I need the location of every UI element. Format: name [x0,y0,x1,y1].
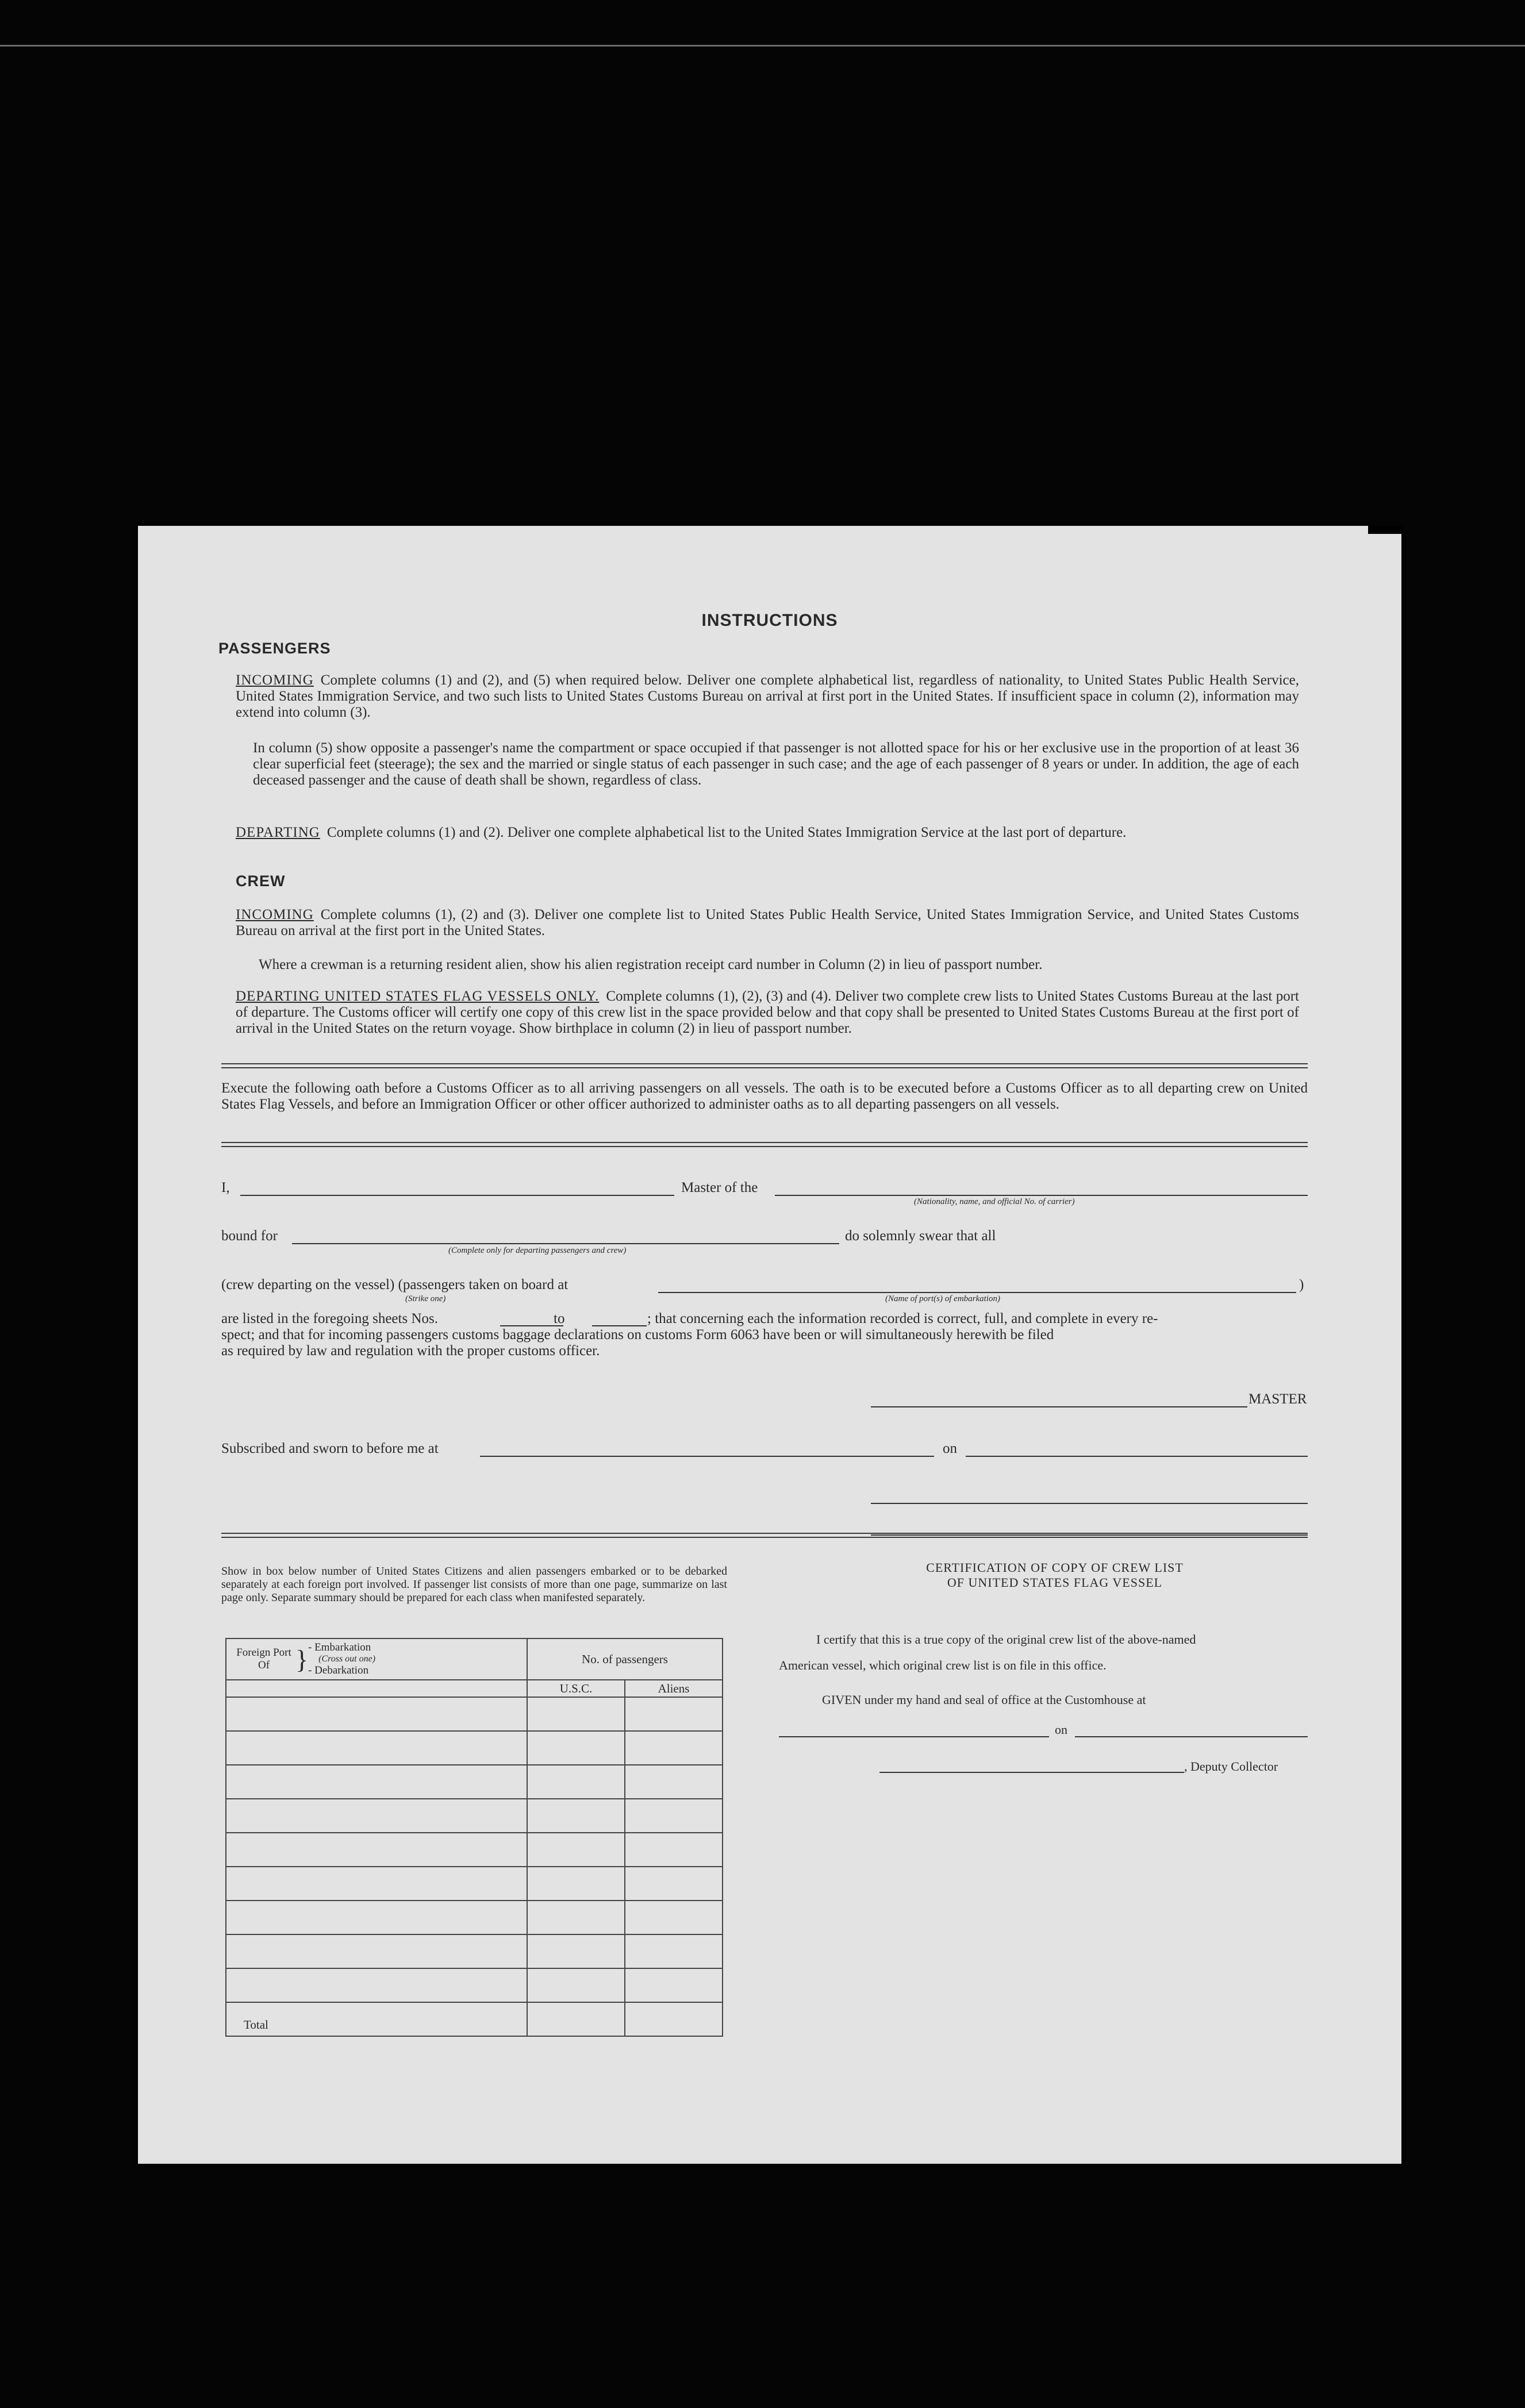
certification-on-label: on [1055,1722,1067,1737]
departing-only-caption: (Complete only for departing passengers and crew) [448,1246,627,1255]
bound-for-label: bound for [221,1228,278,1244]
total-label: Total [226,2002,527,2036]
usc-header: U.S.C. [527,1680,625,1697]
crew-heading: CREW [236,872,286,890]
listed-to: to [554,1311,565,1326]
summary-row [226,1901,723,1934]
summary-row [226,1833,723,1867]
officer-signature-line-1[interactable] [871,1503,1308,1504]
passengers-departing-paragraph [236,825,1299,841]
crew-incoming-paragraph [236,907,1299,939]
crew-alien-paragraph: Where a crewman is a returning resident alien, show his alien registration receipt card number in Column (2) in lieu of passport number. [259,957,1043,972]
subscribed-label: Subscribed and sworn to before me at [221,1441,439,1456]
close-paren: ) [1299,1277,1304,1293]
scan-top-line [0,45,1525,47]
master-label: MASTER [1249,1391,1307,1407]
listed-text-4: as required by law and regulation with the proper customs officer. [221,1343,600,1359]
passengers-column5-paragraph: In column (5) show opposite a passenger's name the compartment or space occupied if that passenger is not allotted space for his or her exclusive use in the proportion of at least 36 clear superficial feet (steerage); the sex and the married or single status of each passenger in such case; and the age of each passenger of 8 years or under. In addition, the age of each deceased passenger and the cause of death shall be shown, regardless of class. [253,740,1299,788]
no-of-passengers-header: No. of passengers [527,1638,723,1680]
subscribed-place-field[interactable] [480,1456,934,1457]
oath-i-label: I, [221,1180,230,1195]
sheet-to-field[interactable] [592,1325,647,1326]
crew-incoming-text: Complete columns (1), (2) and (3). Deliver one complete list to United States Public Health Service, United States Immigration Service, and United States Customs Bureau on arrival at the first port in the United States. [236,907,1299,938]
oath-divider [221,1142,1308,1147]
passengers-departing-text: Complete columns (1) and (2). Deliver one complete alphabetical list to the United States Immigration Service at the last port of departure. [326,825,1127,840]
embarkation-port-field[interactable] [658,1292,1296,1293]
foreign-port-header [226,1638,527,1680]
cross-out-one-label: (Cross out one) [318,1654,376,1664]
summary-row [226,1697,723,1731]
crew-incoming-lead: INCOMING [236,907,314,922]
embarkation-label: - Embarkation [308,1641,371,1653]
summary-row [226,1968,723,2002]
certification-title-2: OF UNITED STATES FLAG VESSEL [947,1575,1163,1590]
master-name-field[interactable] [240,1195,674,1196]
summary-row [226,1731,723,1765]
listed-text-1: are listed in the foregoing sheets Nos. [221,1311,438,1326]
passengers-incoming-paragraph [236,672,1299,721]
solemnly-swear-label: do solemnly swear that all [845,1228,996,1244]
certification-title-1: CERTIFICATION OF COPY OF CREW LIST [926,1560,1184,1575]
bound-for-field[interactable] [292,1243,839,1244]
summary-row [226,1799,723,1833]
master-of-label: Master of the [681,1180,758,1195]
certification-date-field[interactable] [1075,1736,1308,1737]
debarkation-label: - Debarkation [308,1664,369,1676]
crew-departing-label: (crew departing on the vessel) (passengers taken on board at [221,1277,568,1293]
carrier-field[interactable] [775,1195,1308,1196]
deputy-collector-label: , Deputy Collector [1184,1759,1278,1774]
certify-line-2: American vessel, which original crew list is on file in this office. [779,1658,1107,1672]
passengers-incoming-text: Complete columns (1) and (2), and (5) when required below. Deliver one complete alphabetical list, regardless of nationality, to United States Public Health Service, United States Immigration Service, and two such lists to United States Customs Bureau on arrival at first port in the United States. If insufficient space in column (2), information may extend into column (3). [236,672,1299,720]
passengers-incoming-lead: INCOMING [236,672,314,688]
summary-row [226,1867,723,1901]
subscribed-date-field[interactable] [966,1456,1308,1457]
page-corner-damage [1368,526,1401,534]
customhouse-field[interactable] [779,1736,1049,1737]
passenger-summary-table [225,1638,723,2037]
oath-execute-paragraph: Execute the following oath before a Customs Officer as to all arriving passengers on all vessels. The oath is to be executed before a Customs Officer as to all departing crew on United States Flag Vessels, and before an Immigration Officer or other officer authorized to administer oaths as to all departing passengers on all vessels. [221,1080,1308,1112]
instructions-divider [221,1063,1308,1068]
master-signature-field[interactable] [871,1406,1247,1407]
summary-divider [221,1533,1308,1538]
nationality-caption: (Nationality, name, and official No. of carrier) [914,1197,1075,1206]
strike-one-caption: (Strike one) [405,1294,446,1303]
crew-departing-lead: DEPARTING UNITED STATES FLAG VESSELS ONLY. [236,988,600,1004]
passengers-heading: PASSENGERS [218,640,331,657]
subscribed-on-label: on [943,1441,957,1456]
brace-icon: } [295,1644,309,1674]
certify-line-1: I certify that this is a true copy of the original crew list of the above-named [816,1632,1196,1647]
crew-departing-paragraph [236,988,1299,1037]
given-text: GIVEN under my hand and seal of office at the Customhouse at [822,1692,1146,1707]
instructions-title: INSTRUCTIONS [701,611,838,630]
aliens-header: Aliens [625,1680,723,1697]
summary-note: Show in box below number of United States Citizens and alien passengers embarked or to be debarked separately at each foreign port involved. If passenger list consists of more than one page, summarize on last page only. Separate summary should be prepared for each class when manifested separately. [221,1565,727,1604]
form-page [138,526,1401,2164]
crew-departing-text: Complete columns (1), (2), (3) and (4). Deliver two complete crew lists to United States Customs Bureau at the last port of departure. The Customs officer will certify one copy of this crew list in the space provided below and that copy shall be presented to United States Customs Bureau at the first port of arrival in the United States on the return voyage. Show birthplace in column (2) in lieu of passport number. [236,988,1299,1036]
summary-total-row [226,2002,723,2036]
listed-text-3: spect; and that for incoming passengers customs baggage declarations on customs Form 6063 have been or will simultaneously herewith be filed [221,1327,1054,1343]
summary-row [226,1765,723,1799]
passengers-departing-lead: DEPARTING [236,825,320,840]
foreign-port-of-label: Foreign Port Of [236,1647,291,1671]
summary-row [226,1934,723,1968]
deputy-collector-field[interactable] [879,1772,1184,1773]
listed-text-2: ; that concerning each the information recorded is correct, full, and complete in every re- [647,1311,1158,1326]
port-caption: (Name of port(s) of embarkation) [885,1294,1000,1303]
